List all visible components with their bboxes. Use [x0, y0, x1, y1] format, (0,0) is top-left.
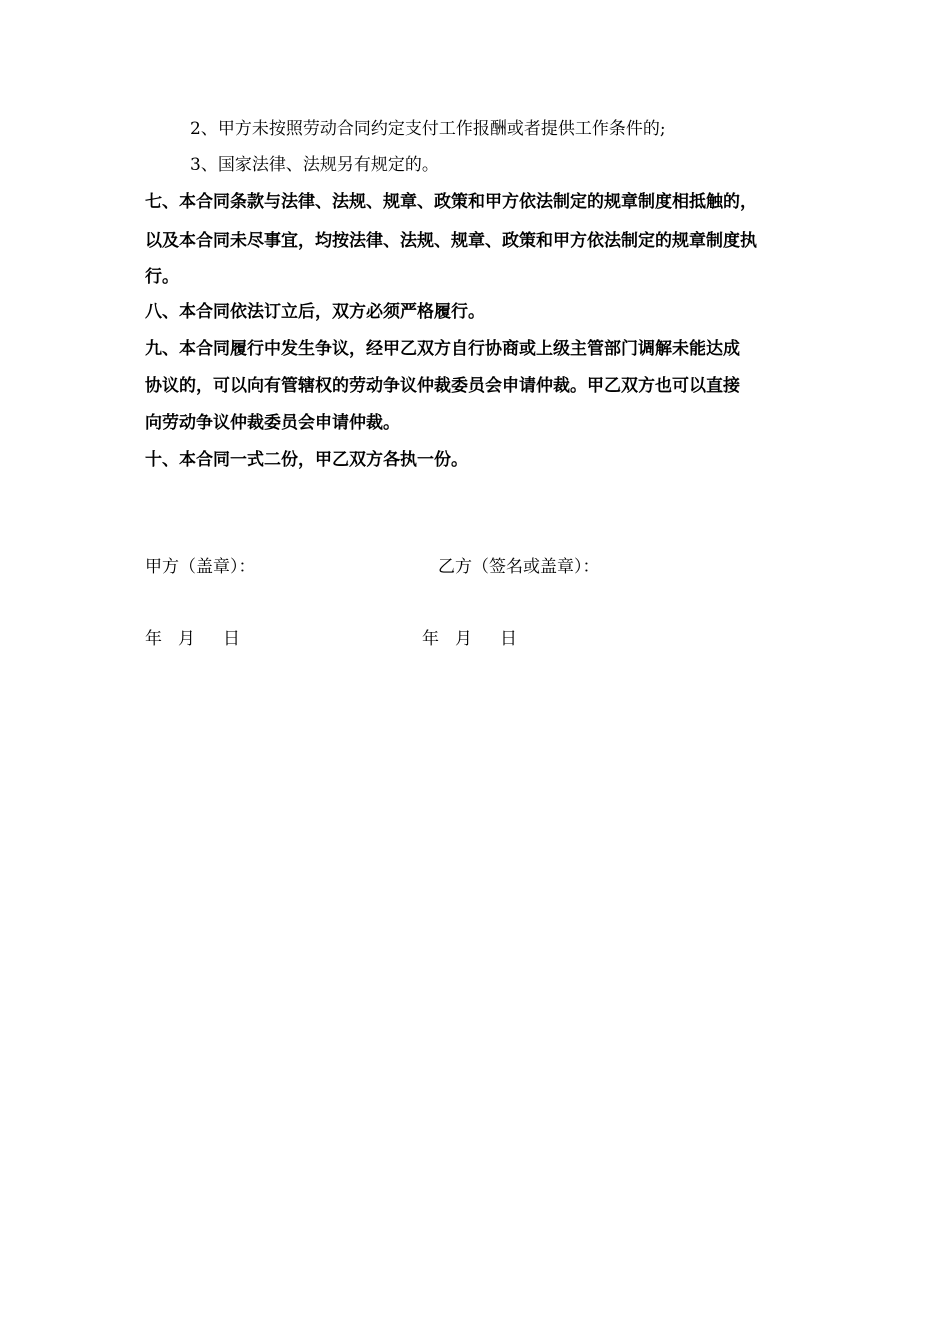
party-b-date — [422, 627, 517, 651]
sub-item-2: 2、甲方未按照劳动合同约定支付工作报酬或者提供工作条件的; — [190, 119, 666, 139]
clause-7-line-1: 七、本合同条款与法律、法规、规章、政策和甲方依法制定的规章制度相抵触的， — [145, 192, 757, 212]
clause-8: 八、本合同依法订立后，双方必须严格履行。 — [145, 302, 485, 322]
sub-item-3: 3、国家法律、法规另有规定的。 — [190, 155, 439, 175]
party-a-date-day: 日 — [223, 629, 240, 649]
party-b-date-month: 月 — [455, 629, 472, 649]
party-a-date-month: 月 — [178, 629, 195, 649]
party-a-date — [145, 627, 240, 651]
party-a-signature-label: 甲方（盖章）： — [145, 557, 256, 577]
clause-7-line-2: 以及本合同未尽事宜，均按法律、法规、规章、政策和甲方依法制定的规章制度执 — [145, 231, 757, 251]
party-a-date-year: 年 — [145, 629, 162, 649]
party-b-date-day: 日 — [500, 629, 517, 649]
clause-9-line-3: 向劳动争议仲裁委员会申请仲裁。 — [145, 413, 400, 433]
clause-9-line-2: 协议的，可以向有管辖权的劳动争议仲裁委员会申请仲裁。甲乙双方也可以直接 — [145, 376, 740, 396]
clause-9-line-1: 九、本合同履行中发生争议，经甲乙双方自行协商或上级主管部门调解未能达成 — [145, 339, 740, 359]
party-b-date-year: 年 — [422, 629, 439, 649]
clause-7-line-3: 行。 — [145, 267, 179, 287]
party-b-signature-label: 乙方（签名或盖章）： — [438, 557, 600, 577]
clause-10: 十、本合同一式二份，甲乙双方各执一份。 — [145, 450, 468, 470]
